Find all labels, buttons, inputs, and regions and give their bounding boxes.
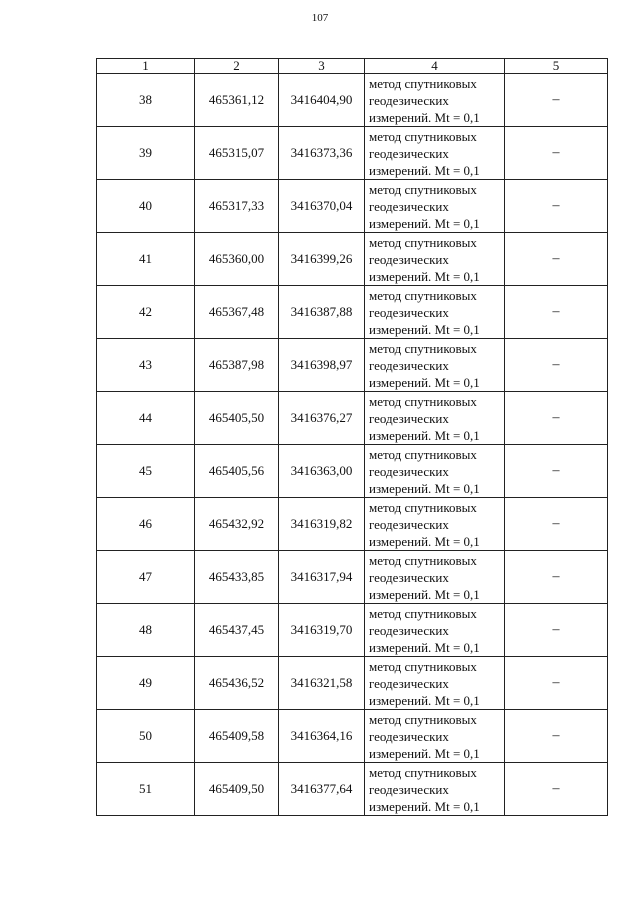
coordinate-y: 3416387,88: [279, 286, 365, 339]
coordinate-y: 3416370,04: [279, 180, 365, 233]
table-body: [97, 74, 608, 816]
column-header-3: 3: [279, 59, 365, 74]
method-line-1: метод спутниковых: [369, 128, 477, 144]
table-row: [97, 339, 608, 392]
method-line-3: измерений. Mt = 0,1: [369, 162, 480, 178]
method-line-2: геодезических: [369, 357, 449, 373]
method-line-1: метод спутниковых: [369, 393, 477, 409]
method-cell: [365, 127, 505, 180]
coordinate-x: 465409,58: [195, 710, 279, 763]
table-row: [97, 551, 608, 604]
method-line-1: метод спутниковых: [369, 75, 477, 91]
coordinate-x: 465432,92: [195, 498, 279, 551]
method-line-1: метод спутниковых: [369, 446, 477, 462]
coordinate-x: 465433,85: [195, 551, 279, 604]
note-cell: –: [505, 233, 608, 286]
point-number: 40: [97, 180, 195, 233]
method-line-2: геодезических: [369, 675, 449, 691]
method-line-3: измерений. Mt = 0,1: [369, 798, 480, 814]
coordinate-y: 3416319,70: [279, 604, 365, 657]
table-row: [97, 392, 608, 445]
method-line-1: метод спутниковых: [369, 658, 477, 674]
method-line-2: геодезических: [369, 781, 449, 797]
method-line-1: метод спутниковых: [369, 181, 477, 197]
point-number: 43: [97, 339, 195, 392]
coordinate-x: 465409,50: [195, 763, 279, 816]
point-number: 46: [97, 498, 195, 551]
coordinate-x: 465387,98: [195, 339, 279, 392]
method-line-3: измерений. Mt = 0,1: [369, 533, 480, 549]
note-cell: –: [505, 604, 608, 657]
method-line-2: геодезических: [369, 145, 449, 161]
coordinates-table: [96, 58, 608, 816]
note-cell: –: [505, 392, 608, 445]
method-line-2: геодезических: [369, 198, 449, 214]
coordinate-x: 465361,12: [195, 74, 279, 127]
coordinate-x: 465437,45: [195, 604, 279, 657]
coordinate-y: 3416373,36: [279, 127, 365, 180]
method-line-3: измерений. Mt = 0,1: [369, 321, 480, 337]
method-cell: [365, 286, 505, 339]
method-line-2: геодезических: [369, 251, 449, 267]
table-row: [97, 445, 608, 498]
column-header-4: 4: [365, 59, 505, 74]
point-number: 39: [97, 127, 195, 180]
method-line-2: геодезических: [369, 463, 449, 479]
method-cell: [365, 392, 505, 445]
method-line-2: геодезических: [369, 410, 449, 426]
method-cell: [365, 604, 505, 657]
column-header-1: 1: [97, 59, 195, 74]
method-cell: [365, 180, 505, 233]
coordinate-y: 3416321,58: [279, 657, 365, 710]
method-line-2: геодезических: [369, 304, 449, 320]
point-number: 50: [97, 710, 195, 763]
coordinate-x: 465317,33: [195, 180, 279, 233]
coordinate-y: 3416398,97: [279, 339, 365, 392]
method-line-1: метод спутниковых: [369, 605, 477, 621]
point-number: 41: [97, 233, 195, 286]
method-line-1: метод спутниковых: [369, 711, 477, 727]
table-row: [97, 127, 608, 180]
point-number: 44: [97, 392, 195, 445]
note-cell: –: [505, 551, 608, 604]
table-row: [97, 763, 608, 816]
coordinate-x: 465405,56: [195, 445, 279, 498]
method-cell: [365, 710, 505, 763]
note-cell: –: [505, 498, 608, 551]
table-header-row: [97, 59, 608, 74]
coordinate-y: 3416363,00: [279, 445, 365, 498]
table-row: [97, 233, 608, 286]
note-cell: –: [505, 127, 608, 180]
method-line-3: измерений. Mt = 0,1: [369, 268, 480, 284]
method-cell: [365, 551, 505, 604]
table-row: [97, 286, 608, 339]
coordinate-y: 3416317,94: [279, 551, 365, 604]
point-number: 38: [97, 74, 195, 127]
table-row: [97, 657, 608, 710]
method-line-1: метод спутниковых: [369, 287, 477, 303]
table-row: [97, 604, 608, 657]
method-line-2: геодезических: [369, 728, 449, 744]
note-cell: –: [505, 710, 608, 763]
point-number: 47: [97, 551, 195, 604]
method-cell: [365, 339, 505, 392]
coordinate-x: 465367,48: [195, 286, 279, 339]
note-cell: –: [505, 445, 608, 498]
point-number: 45: [97, 445, 195, 498]
column-header-2: 2: [195, 59, 279, 74]
method-line-3: измерений. Mt = 0,1: [369, 480, 480, 496]
method-line-1: метод спутниковых: [369, 340, 477, 356]
coordinate-x: 465315,07: [195, 127, 279, 180]
page-number: 107: [311, 12, 329, 24]
note-cell: –: [505, 286, 608, 339]
table-row: [97, 74, 608, 127]
method-cell: [365, 498, 505, 551]
method-line-2: геодезических: [369, 92, 449, 108]
method-line-2: геодезических: [369, 516, 449, 532]
note-cell: –: [505, 763, 608, 816]
method-line-3: измерений. Mt = 0,1: [369, 215, 480, 231]
coordinate-x: 465405,50: [195, 392, 279, 445]
method-line-3: измерений. Mt = 0,1: [369, 374, 480, 390]
method-line-3: измерений. Mt = 0,1: [369, 692, 480, 708]
coordinate-y: 3416377,64: [279, 763, 365, 816]
method-cell: [365, 74, 505, 127]
table-row: [97, 710, 608, 763]
point-number: 42: [97, 286, 195, 339]
method-line-3: измерений. Mt = 0,1: [369, 745, 480, 761]
point-number: 49: [97, 657, 195, 710]
note-cell: –: [505, 74, 608, 127]
method-line-3: измерений. Mt = 0,1: [369, 427, 480, 443]
method-cell: [365, 763, 505, 816]
coordinate-y: 3416319,82: [279, 498, 365, 551]
table-row: [97, 498, 608, 551]
method-cell: [365, 657, 505, 710]
method-line-3: измерений. Mt = 0,1: [369, 639, 480, 655]
point-number: 51: [97, 763, 195, 816]
method-line-3: измерений. Mt = 0,1: [369, 586, 480, 602]
method-cell: [365, 445, 505, 498]
note-cell: –: [505, 180, 608, 233]
point-number: 48: [97, 604, 195, 657]
method-line-1: метод спутниковых: [369, 234, 477, 250]
coordinate-y: 3416364,16: [279, 710, 365, 763]
note-cell: –: [505, 339, 608, 392]
method-line-1: метод спутниковых: [369, 499, 477, 515]
coordinate-x: 465436,52: [195, 657, 279, 710]
coordinate-y: 3416404,90: [279, 74, 365, 127]
column-header-5: 5: [505, 59, 608, 74]
method-cell: [365, 233, 505, 286]
method-line-1: метод спутниковых: [369, 764, 477, 780]
table-row: [97, 180, 608, 233]
coordinate-y: 3416399,26: [279, 233, 365, 286]
method-line-3: измерений. Mt = 0,1: [369, 109, 480, 125]
method-line-1: метод спутниковых: [369, 552, 477, 568]
coordinate-y: 3416376,27: [279, 392, 365, 445]
method-line-2: геодезических: [369, 569, 449, 585]
note-cell: –: [505, 657, 608, 710]
method-line-2: геодезических: [369, 622, 449, 638]
coordinate-x: 465360,00: [195, 233, 279, 286]
